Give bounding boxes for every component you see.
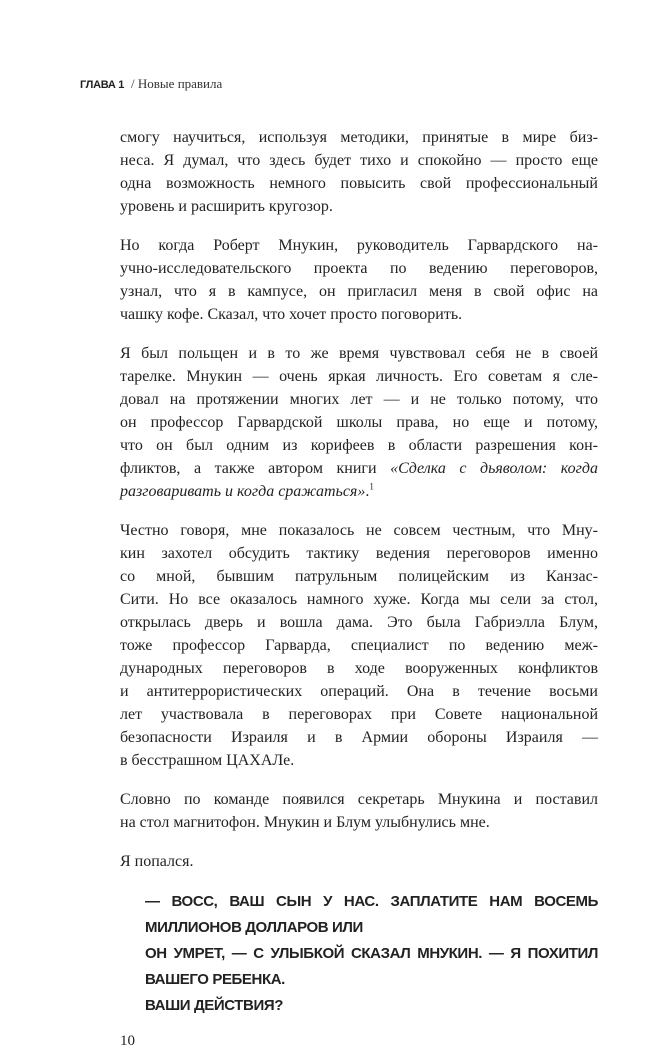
text-line: уровень и расширить кругозор. [120,198,333,215]
text-line: одна возможность немного повысить свой профессиональный [120,175,598,192]
text-line: разговаривать и когда сражаться».$^1$ [120,481,374,500]
text-line [120,457,598,480]
text-line: довал на протяжении многих лет — и не только потому, что [120,391,598,408]
page-number: 10 [120,1033,135,1049]
paragraph [120,234,598,326]
text-line: что он был одним из корифеев в области разрешения кон- [120,437,598,454]
text-line: он профессор Гарвардской школы права, но еще и потому, [120,414,598,431]
body-text [120,126,598,873]
quote-line: ВАШИ ДЕЙСТВИЯ? [145,997,283,1014]
paragraph [120,126,598,218]
book-title: «Сделка с дьяволом: когда [390,460,598,477]
text-line: Я был польщен и в то же время чувствовал себя не в своей [120,345,598,362]
text-line: тоже профессор Гарварда, специалист по ведению меж- [120,637,598,654]
paragraph [120,788,598,834]
text-span: фликтов, а также автором книги [120,460,391,477]
text-line: со мной, бывшим патрульным полицейским из Канзас- [120,568,598,585]
paragraph [120,519,598,772]
quote-line: — ВОСС, ВАШ СЫН У НАС. ЗАПЛАТИТЕ НАМ ВОСЕМЬ МИЛЛИОНОВ ДОЛЛАРОВ ИЛИ [145,893,598,936]
text-line: в бесстрашном ЦАХАЛе. [120,752,295,769]
text-line: неса. Я думал, что здесь будет тихо и спокойно — просто еще [120,152,598,169]
text-line: смогу научиться, используя методики, принятые в мире биз- [120,129,598,146]
text-line: Честно говоря, мне показалось не совсем честным, что Мну- [120,522,598,539]
text-line: учно-исследовательского проекта по ведению переговоров, [120,260,598,277]
pull-quote [145,889,598,1019]
chapter-label: ГЛАВА 1 [80,79,125,91]
text-line: Но когда Роберт Мнукин, руководитель Гарвардского на- [120,237,598,254]
paragraph [120,342,598,503]
running-header [80,76,598,126]
section-title: / Новые правила [131,76,223,91]
text-line: тарелке. Мнукин — очень яркая личность. Его советам я сле- [120,368,598,385]
footnote-marker[interactable]: 1 [369,481,374,492]
text-line: Сити. Но все оказалось намного хуже. Когда мы сели за стол, [120,591,598,608]
text-line: Словно по команде появился секретарь Мнукина и поставил [120,791,598,808]
text-line: дународных переговоров в ходе вооруженных конфликтов [120,660,598,677]
quote-line: ОН УМРЕТ, — С УЛЫБКОЙ СКАЗАЛ МНУКИН. — Я ПОХИТИЛ ВАШЕГО РЕБЕНКА. [145,945,598,988]
text-line: на стол магнитофон. Мнукин и Блум улыбнулись мне. [120,814,490,831]
text-line: открылась дверь и вошла дама. Это была Габриэлла Блум, [120,614,598,631]
text-line: узнал, что я в кампусе, он пригласил меня в свой офис на [120,283,598,300]
text-line: кин захотел обсудить тактику ведения переговоров именно [120,545,598,562]
text-line: и антитеррористических операций. Она в течение восьми [120,683,598,700]
text-line: лет участвовала в переговорах при Совете национальной [120,706,598,723]
text-line: Я попался. [120,853,194,870]
text-line: чашку кофе. Сказал, что хочет просто поговорить. [120,306,463,323]
text-line: безопасности Израиля и в Армии обороны Израиля — [120,729,598,746]
book-title: разговаривать и когда сражаться» [120,483,366,500]
paragraph [120,850,598,873]
